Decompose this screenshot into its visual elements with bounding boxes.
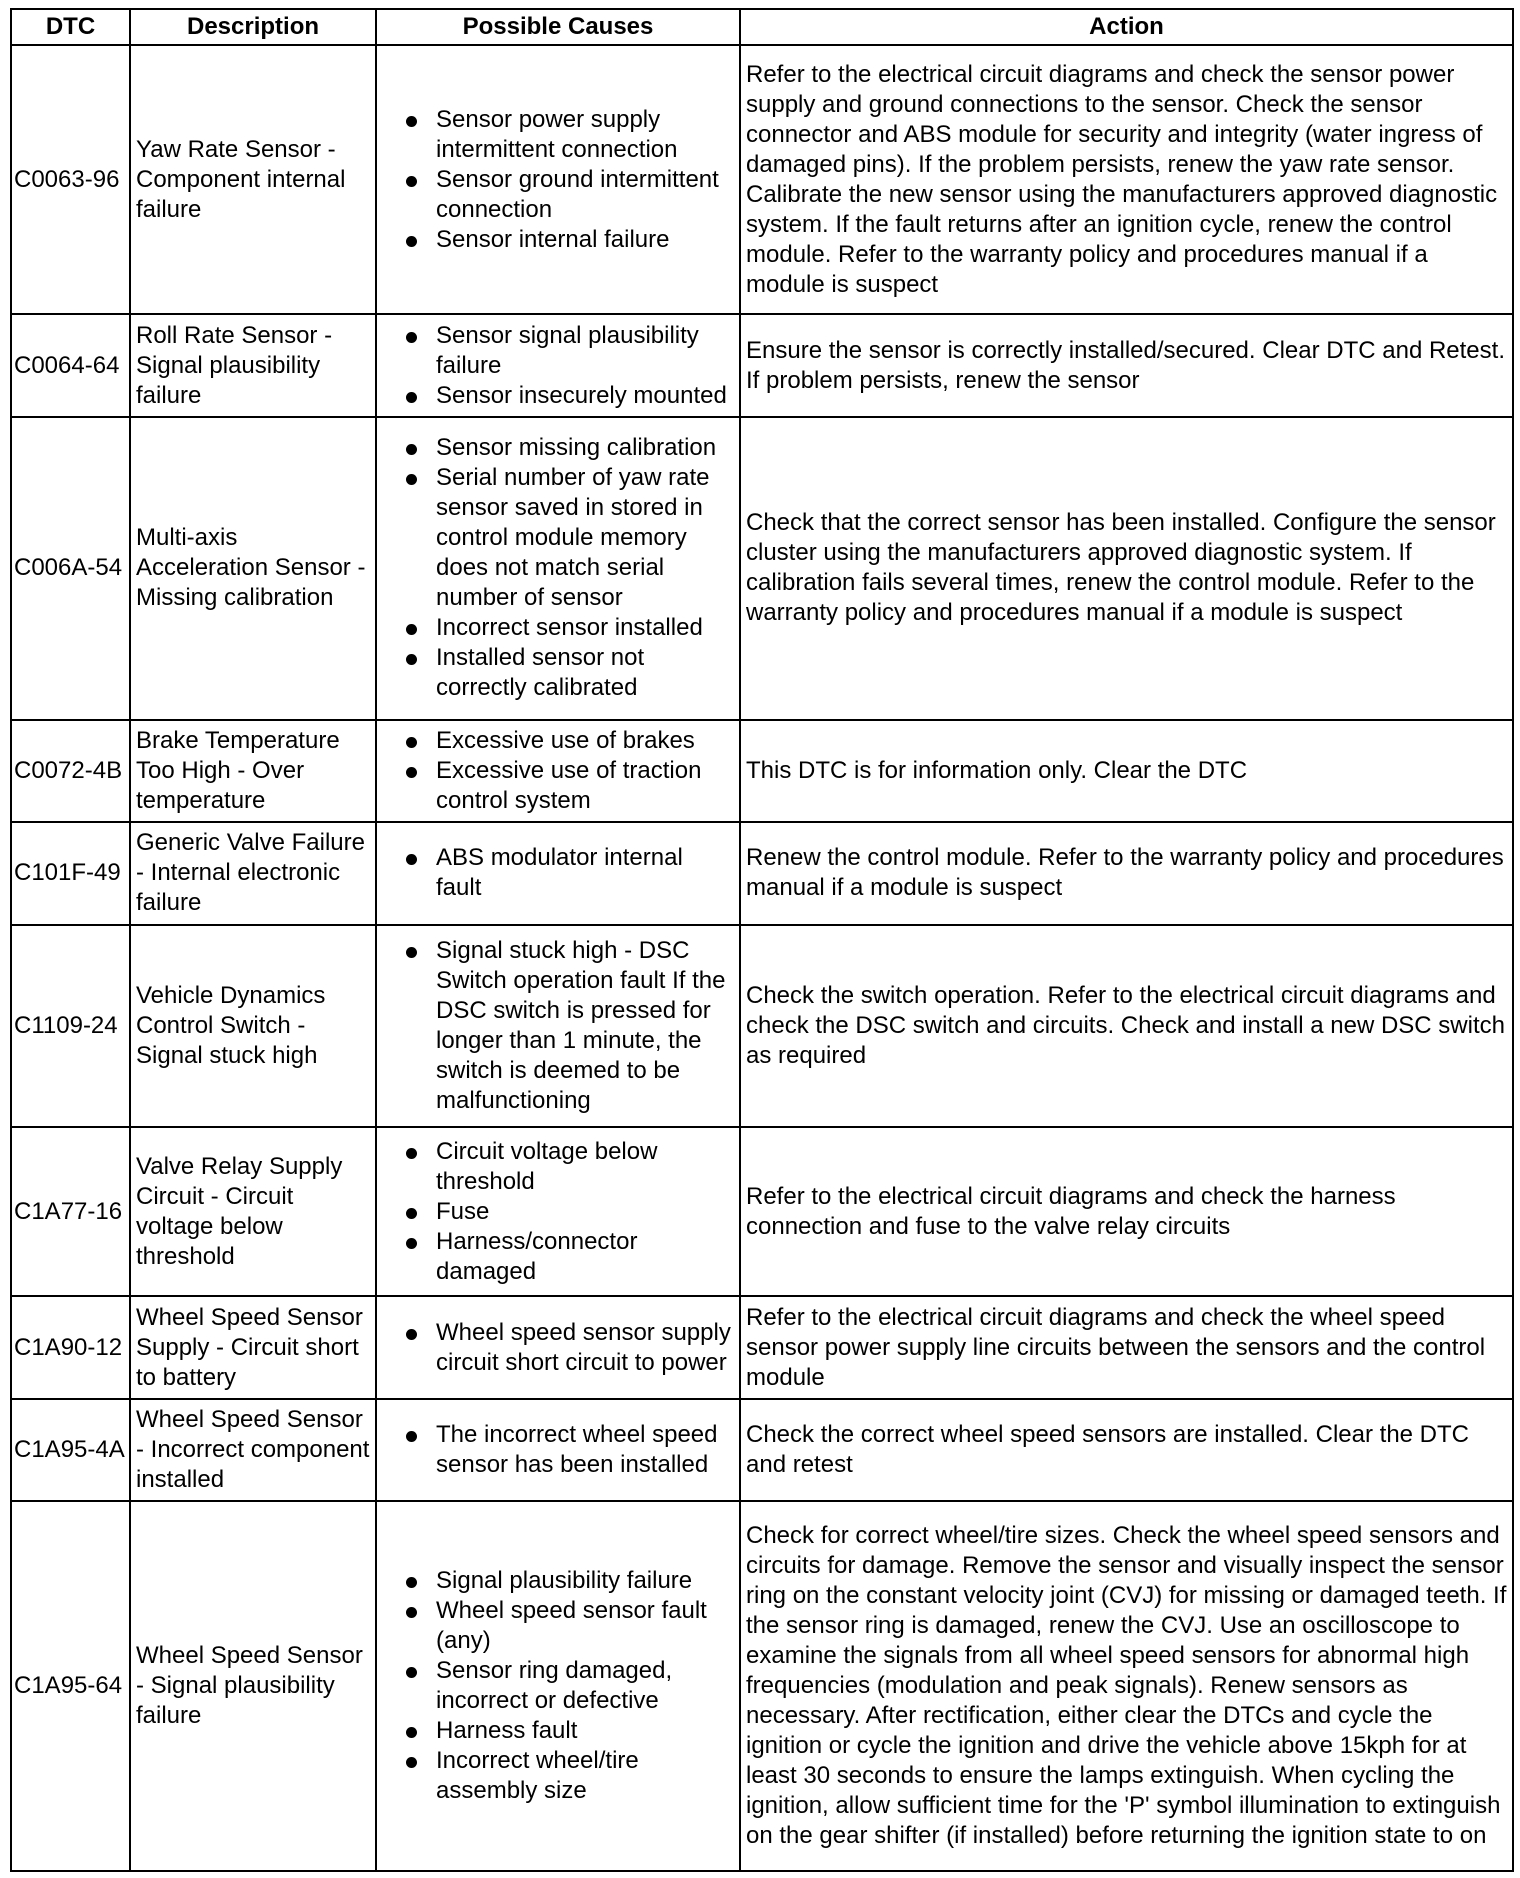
causes-list [382, 433, 734, 703]
dtc-code: C101F-49 [11, 822, 130, 924]
dtc-code: C1A95-64 [11, 1501, 130, 1871]
cause-item: ABS modulator internal fault [400, 843, 734, 903]
action-text: Check that the correct sensor has been installed. Configure the sensor cluster using the manufacturers approved diagnostic system. If calibration fails several times, renew the control module. Refer to the warranty policy and procedures manual if a module is suspect [740, 417, 1513, 720]
possible-causes [376, 1296, 740, 1398]
action-text: Renew the control module. Refer to the warranty policy and procedures manual if a module is suspect [740, 822, 1513, 924]
dtc-code: C0063-96 [11, 45, 130, 314]
dtc-description: Wheel Speed Sensor Supply - Circuit short to battery [130, 1296, 376, 1398]
cause-item: Excessive use of traction control system [400, 756, 734, 816]
header-causes: Possible Causes [376, 9, 740, 45]
possible-causes [376, 925, 740, 1128]
dtc-code: C1109-24 [11, 925, 130, 1128]
possible-causes [376, 1399, 740, 1501]
causes-list [382, 726, 734, 816]
action-text: Check the switch operation. Refer to the electrical circuit diagrams and check the DSC switch and circuits. Check and install a new DSC switch as required [740, 925, 1513, 1128]
cause-item: Sensor ground intermittent connection [400, 165, 734, 225]
causes-list [382, 1420, 734, 1480]
cause-item: Harness/connector damaged [400, 1227, 734, 1287]
table-body [11, 45, 1513, 1871]
causes-list [382, 105, 734, 255]
table-row [11, 45, 1513, 314]
cause-item: Circuit voltage below threshold [400, 1137, 734, 1197]
dtc-description: Vehicle Dynamics Control Switch - Signal stuck high [130, 925, 376, 1128]
dtc-description: Multi-axis Acceleration Sensor - Missing calibration [130, 417, 376, 720]
dtc-code: C0072-4B [11, 720, 130, 822]
action-text: Check the correct wheel speed sensors are installed. Clear the DTC and retest [740, 1399, 1513, 1501]
dtc-code: C1A95-4A [11, 1399, 130, 1501]
table-row [11, 314, 1513, 416]
possible-causes [376, 45, 740, 314]
cause-item: Signal plausibility failure [400, 1566, 734, 1596]
dtc-code: C1A90-12 [11, 1296, 130, 1398]
header-description: Description [130, 9, 376, 45]
causes-list [382, 936, 734, 1116]
action-text: This DTC is for information only. Clear the DTC [740, 720, 1513, 822]
possible-causes [376, 720, 740, 822]
possible-causes [376, 1501, 740, 1871]
cause-item: Sensor ring damaged, incorrect or defective [400, 1656, 734, 1716]
dtc-description: Generic Valve Failure - Internal electronic failure [130, 822, 376, 924]
cause-item: Sensor insecurely mounted [400, 381, 734, 411]
dtc-code: C1A77-16 [11, 1127, 130, 1296]
action-text: Check for correct wheel/tire sizes. Check the wheel speed sensors and circuits for damage. Remove the sensor and visually inspect the sensor ring on the constant velocity joint (CVJ) for missing or damaged teeth. If the sensor ring is damaged, renew the CVJ. Use an oscilloscope to examine the signals from all wheel speed sensors for abnormal high frequencies (modulation and peak signals). Renew sensors as necessary. After rectification, either clear the DTCs and cycle the ignition or cycle the ignition and drive the vehicle above 15kph for at least 30 seconds to ensure the lamps extinguish. When cycling the ignition, allow sufficient time for the 'P' symbol illumination to extinguish on the gear shifter (if installed) before returning the ignition state to on [740, 1501, 1513, 1871]
dtc-code: C006A-54 [11, 417, 130, 720]
dtc-description: Wheel Speed Sensor - Incorrect component installed [130, 1399, 376, 1501]
cause-item: Wheel speed sensor fault (any) [400, 1596, 734, 1656]
action-text: Refer to the electrical circuit diagrams and check the wheel speed sensor power supply line circuits between the sensors and the control module [740, 1296, 1513, 1398]
cause-item: Serial number of yaw rate sensor saved in stored in control module memory does not match serial number of sensor [400, 463, 734, 613]
cause-item: Sensor signal plausibility failure [400, 321, 734, 381]
causes-list [382, 321, 734, 411]
causes-list [382, 843, 734, 903]
causes-list [382, 1566, 734, 1806]
table-row [11, 1399, 1513, 1501]
cause-item: Fuse [400, 1197, 734, 1227]
dtc-description: Yaw Rate Sensor - Component internal failure [130, 45, 376, 314]
table-row [11, 822, 1513, 924]
dtc-description: Valve Relay Supply Circuit - Circuit voltage below threshold [130, 1127, 376, 1296]
dtc-description: Wheel Speed Sensor - Signal plausibility failure [130, 1501, 376, 1871]
cause-item: Installed sensor not correctly calibrated [400, 643, 734, 703]
causes-list [382, 1137, 734, 1287]
cause-item: The incorrect wheel speed sensor has been installed [400, 1420, 734, 1480]
possible-causes [376, 314, 740, 416]
dtc-description: Brake Temperature Too High - Over temperature [130, 720, 376, 822]
table-row [11, 1127, 1513, 1296]
cause-item: Sensor internal failure [400, 225, 734, 255]
cause-item: Harness fault [400, 1716, 734, 1746]
cause-item: Wheel speed sensor supply circuit short circuit to power [400, 1318, 734, 1378]
dtc-code: C0064-64 [11, 314, 130, 416]
header-dtc: DTC [11, 9, 130, 45]
cause-item: Sensor power supply intermittent connection [400, 105, 734, 165]
cause-item: Signal stuck high - DSC Switch operation fault If the DSC switch is pressed for longer than 1 minute, the switch is deemed to be malfunctioning [400, 936, 734, 1116]
possible-causes [376, 822, 740, 924]
action-text: Ensure the sensor is correctly installed/secured. Clear DTC and Retest. If problem persists, renew the sensor [740, 314, 1513, 416]
table-row [11, 720, 1513, 822]
cause-item: Incorrect sensor installed [400, 613, 734, 643]
action-text: Refer to the electrical circuit diagrams and check the harness connection and fuse to the valve relay circuits [740, 1127, 1513, 1296]
causes-list [382, 1318, 734, 1378]
cause-item: Sensor missing calibration [400, 433, 734, 463]
possible-causes [376, 417, 740, 720]
table-row [11, 925, 1513, 1128]
cause-item: Excessive use of brakes [400, 726, 734, 756]
dtc-table [10, 8, 1514, 1872]
header-row [11, 9, 1513, 45]
table-row [11, 1296, 1513, 1398]
table-row [11, 1501, 1513, 1871]
action-text: Refer to the electrical circuit diagrams and check the sensor power supply and ground connections to the sensor. Check the sensor connector and ABS module for security and integrity (water ingress of damaged pins). If the problem persists, renew the yaw rate sensor. Calibrate the new sensor using the manufacturers approved diagnostic system. If the fault returns after an ignition cycle, renew the control module. Refer to the warranty policy and procedures manual if a module is suspect [740, 45, 1513, 314]
cause-item: Incorrect wheel/tire assembly size [400, 1746, 734, 1806]
table-row [11, 417, 1513, 720]
dtc-description: Roll Rate Sensor - Signal plausibility failure [130, 314, 376, 416]
possible-causes [376, 1127, 740, 1296]
header-action: Action [740, 9, 1513, 45]
